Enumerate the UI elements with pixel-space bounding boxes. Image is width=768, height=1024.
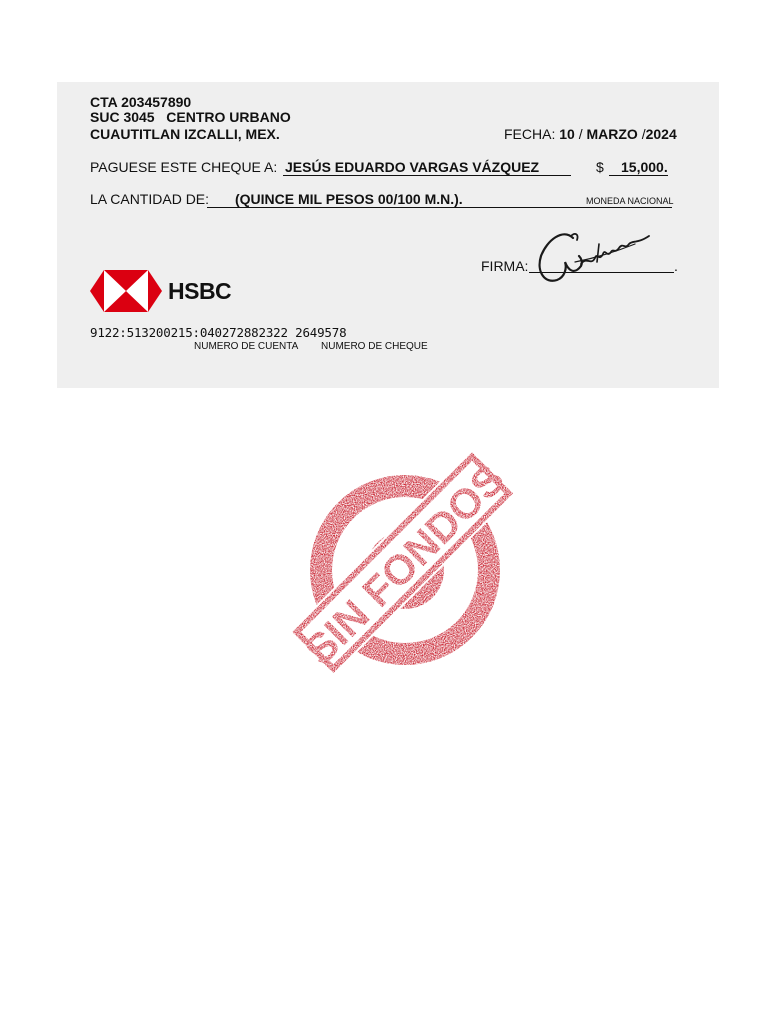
payee-label: PAGUESE ESTE CHEQUE A: (90, 159, 278, 175)
payee-underline (283, 175, 571, 176)
payee-name: JESÚS EDUARDO VARGAS VÁZQUEZ (285, 159, 540, 175)
date-year: 2024 (645, 126, 677, 142)
signature-end-mark: . (674, 258, 678, 274)
handwritten-signature (535, 222, 655, 288)
account-caption: NUMERO DE CUENTA (194, 341, 299, 352)
amount-words-label: LA CANTIDAD DE: (90, 191, 210, 207)
date-sep-1: / (578, 126, 583, 142)
date-line (504, 126, 677, 142)
branch-location: CUAUTITLAN IZCALLI, MEX. (90, 126, 280, 142)
signature-label: FIRMA: (481, 258, 529, 274)
date-month: MARZO (586, 126, 638, 142)
account-number-line (90, 94, 191, 110)
bank-logo (90, 269, 230, 313)
amount-words: (QUINCE MIL PESOS 00/100 M.N.). (235, 191, 463, 207)
hsbc-hexagon-logo-icon (90, 269, 162, 313)
stamp-graphic (288, 448, 517, 677)
bank-name: HSBC (168, 278, 232, 304)
branch-name: CENTRO URBANO (166, 109, 291, 125)
sin-fondos-stamp (280, 420, 530, 690)
date-sep-2: / (641, 126, 646, 142)
amount-underline (609, 175, 668, 176)
cheque (57, 82, 719, 388)
stamp-text: SIN FONDOS (295, 455, 514, 674)
currency-symbol: $ (596, 159, 604, 175)
branch-line (90, 109, 291, 125)
amount-figure: 15,000. (621, 159, 668, 175)
cheque-caption: NUMERO DE CHEQUE (321, 341, 428, 352)
suc-label: SUC 3045 (90, 109, 155, 125)
micr-line: 9122:513200215:040272882322 2649578 (90, 325, 347, 340)
currency-note: MONEDA NACIONAL (586, 196, 674, 206)
cta-number: 203457890 (121, 94, 192, 110)
date-label: FECHA: (504, 126, 556, 142)
amount-words-underline (207, 207, 672, 208)
cta-label: CTA (90, 94, 118, 110)
date-day: 10 (559, 126, 575, 142)
